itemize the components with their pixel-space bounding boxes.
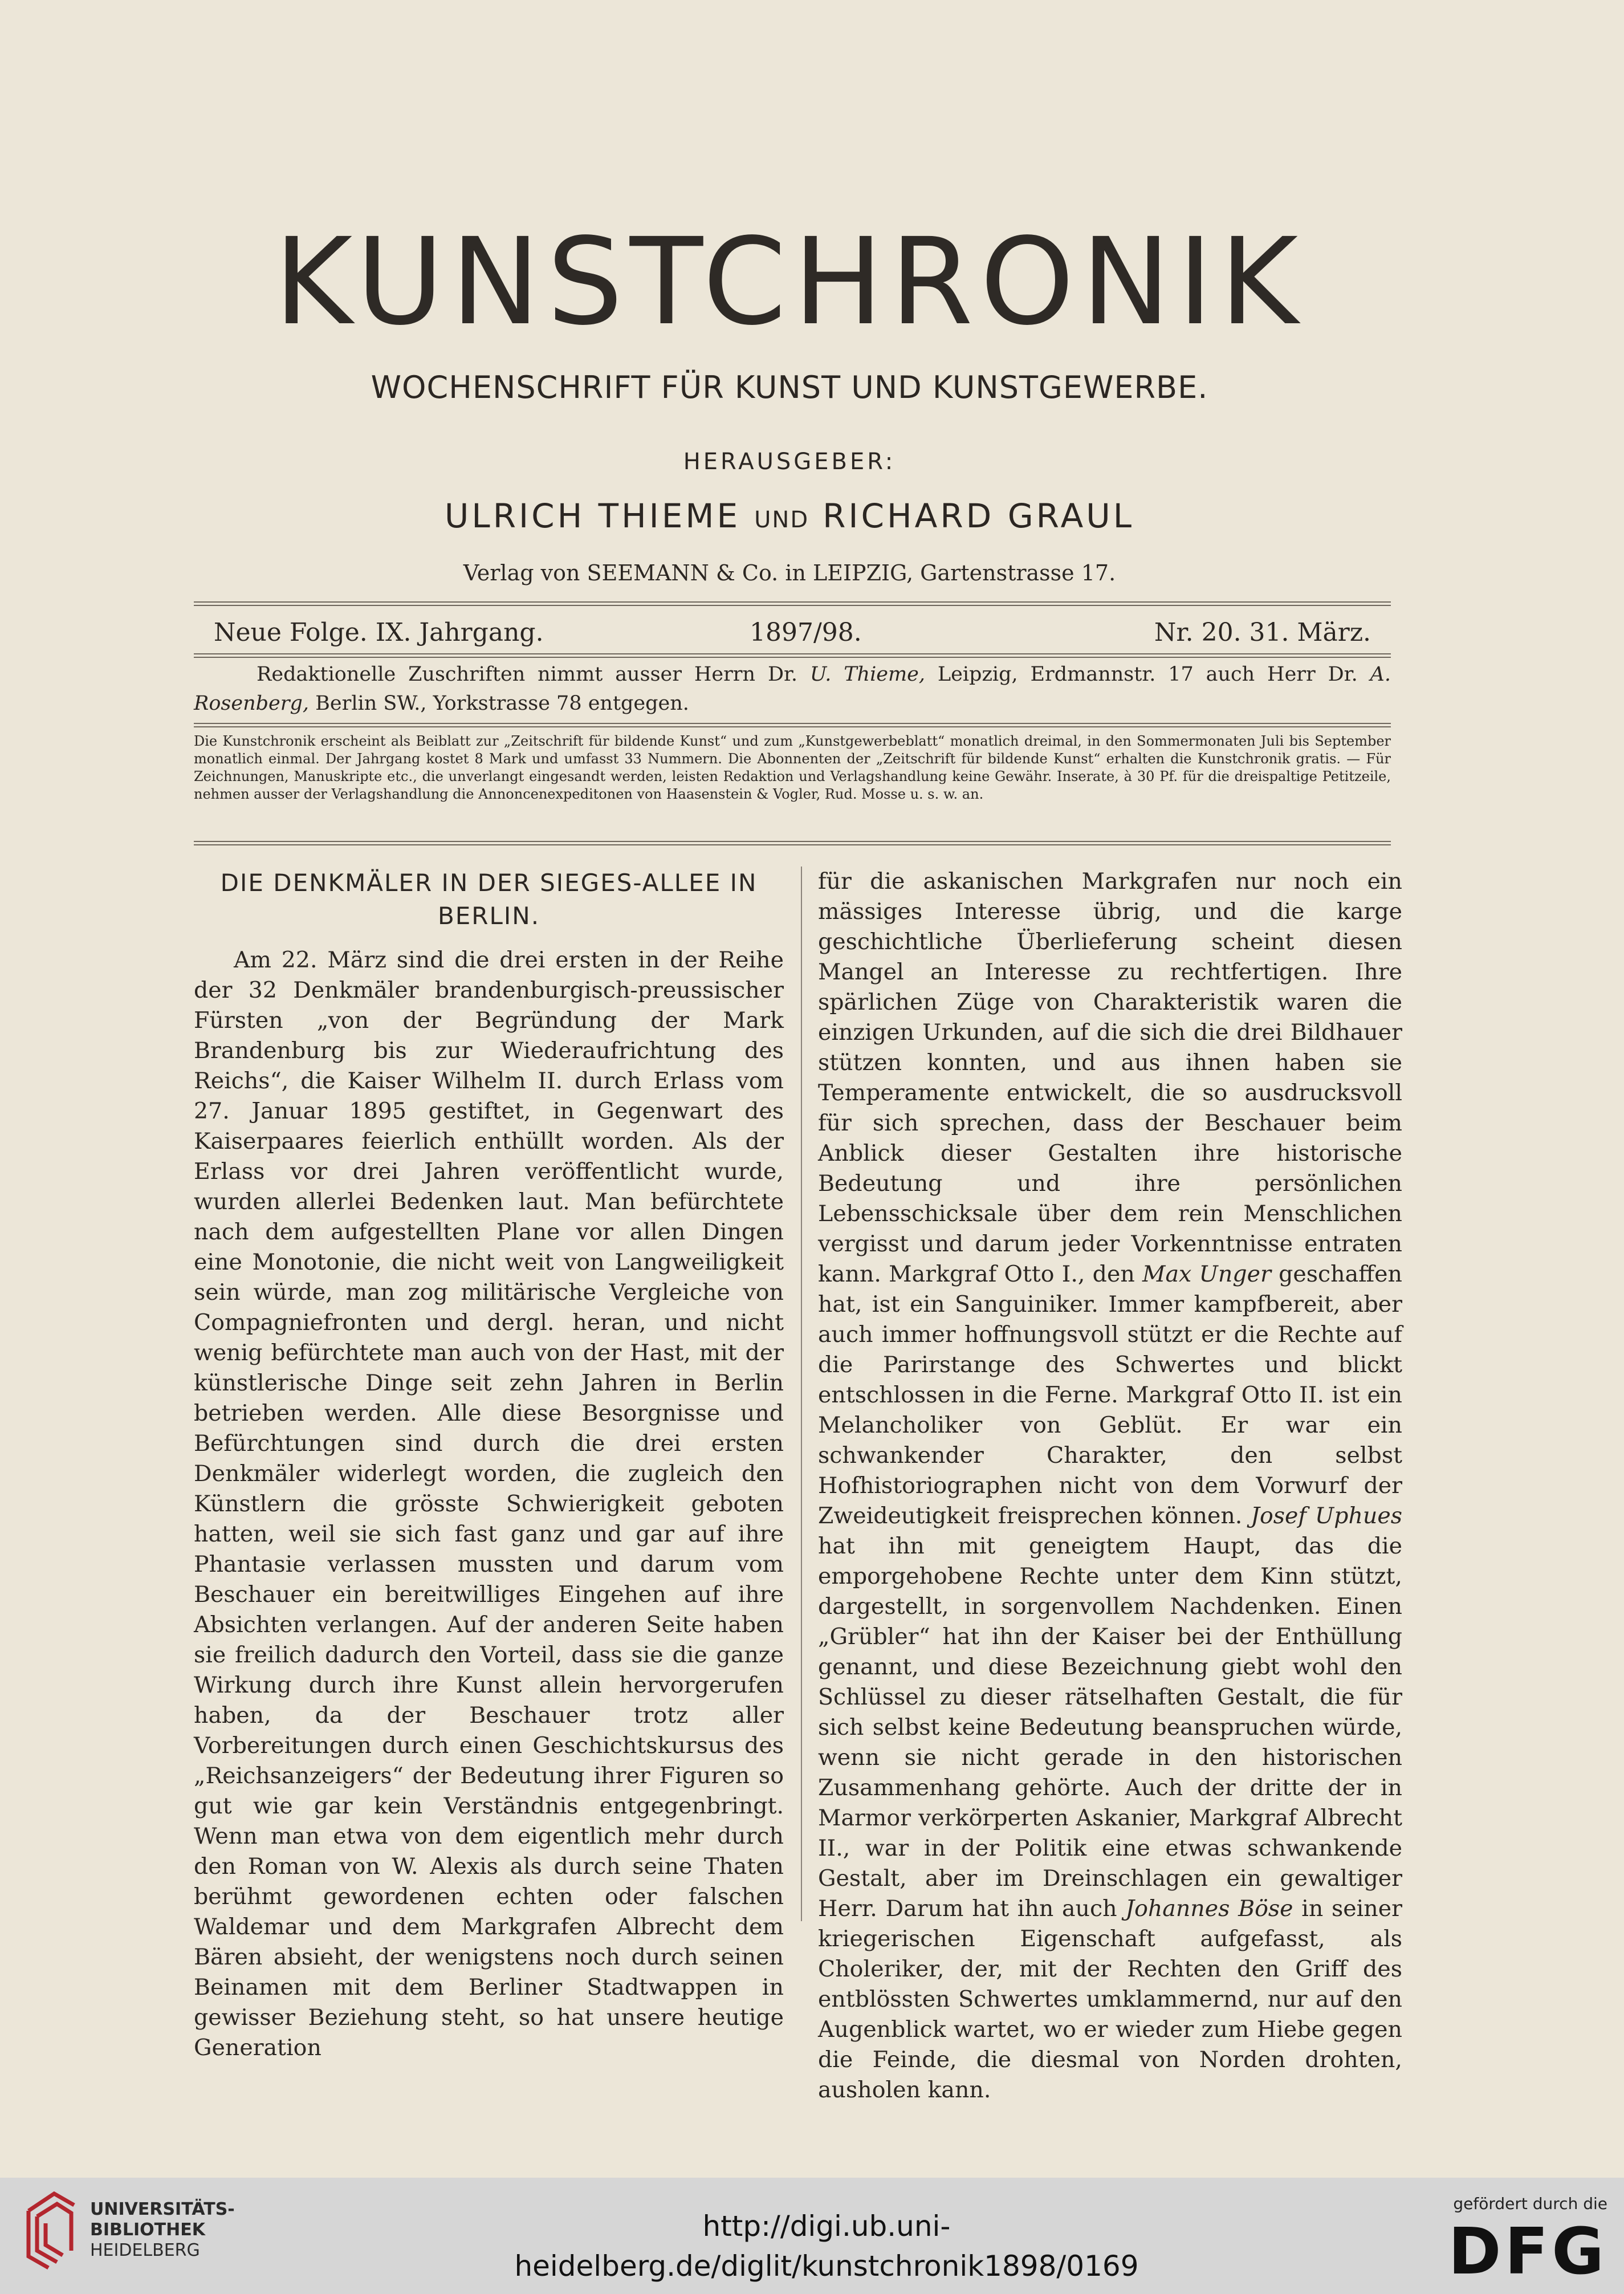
sculptor-name-boese: Johannes Böse: [1125, 1896, 1293, 1922]
sponsor-label: gefördert durch die: [1453, 2194, 1607, 2213]
editor-name-2: RICHARD GRAUL: [823, 497, 1135, 535]
issue-line: [214, 613, 1371, 653]
library-name-line-3: HEIDELBERG: [90, 2240, 200, 2260]
article-title: DIE DENKMÄLER IN DER SIEGES-ALLEE IN BERLIN.: [220, 869, 758, 930]
editors-label: HERAUSGEBER:: [683, 449, 896, 475]
ub-heidelberg-logo-icon[interactable]: [23, 2188, 80, 2273]
article-paragraph-1: Am 22. März sind die drei ersten in der Reihe der 32 Denkmäler brandenburgisch-preussischer Fürsten „von der Begründung der Mark Brandenburg bis zur Wiederaufrichtung des Reichs“, die Kaiser Wilhelm II. durch Erlass vom 27. Januar 1895 gestiftet, in Gegenwart des Kaiserpaares feierlich enthüllt worden. Als der Erlass vor drei Jahren veröffentlicht wurde, wurden allerlei Bedenken laut. Man befürchtete nach dem aufgestellten Plane vor allen Dingen eine Monotonie, die nicht weit von Langweiligkeit sein würde, man zog militärische Vergleiche von Compagniefronten und dergl. heran, und nicht wenig befürchtete man auch von der Hast, mit der künstlerische Dinge seit zehn Jahren in Berlin betrieben werden. Alle diese Besorgnisse und Befürchtungen sind durch die drei ersten Denkmäler widerlegt worden, die zugleich den Künstlern die grösste Schwierigkeit geboten hatten, weil sie sich fast ganz und gar auf ihre Phantasie verlassen mussten und darum vom Beschauer ein bereitwilliges Eingehen auf ihre Absichten verlangen. Auf der anderen Seite haben sie freilich dadurch den Vorteil, dass sie die ganze Wirkung durch ihre Kunst allein hervorgerufen haben, da der Beschauer trotz aller Vorbereitungen durch einen Geschichtskursus des „Reichsanzeigers“ der Bedeutung ihrer Figuren so gut wie gar kein Verständnis entgegenbringt. Wenn man etwa von dem eigentlich mehr durch den Roman von W. Alexis als durch seine Thaten berühmt gewordenen echten oder falschen Waldemar und dem Markgrafen Albrecht dem Bären absieht, der wenigstens noch durch seinen Beinamen mit dem Berliner Stadtwappen in gewisser Beziehung steht, so hat unsere heutige Generation: [194, 947, 784, 2061]
issue-number-date: Nr. 20. 31. März.: [1154, 618, 1371, 647]
article-paragraph-continued: [818, 867, 1402, 2105]
dfg-logo[interactable]: DFG: [1448, 2215, 1607, 2289]
rule-above-issue: [194, 601, 1391, 606]
article-text-1: für die askanischen Markgrafen nur noch ein mässiges Interesse übrig, und die karge geschichtliche Überlieferung scheint diesen Mangel an Interesse zu rechtfertigen. Ihre spärlichen Züge von Charakteristik waren die einzigen Urkunden, auf die sich die drei Bildhauer stützen konnten, und aus ihnen haben sie Temperamente entwickelt, die so ausdrucksvoll für sich sprechen, dass der Beschauer beim Anblick dieser Gestalten ihre historische Bedeutung und ihre persönlichen Lebensschicksale über dem rein Menschlichen vergisst und darum jeder Vorkenntnisse entraten kann. Markgraf Otto I., den: [818, 868, 1402, 1287]
editors-line: [194, 490, 1385, 546]
editorial-text-3: Berlin SW., Yorkstrasse 78 entgegen.: [309, 692, 689, 715]
article-column-right: [818, 867, 1402, 2105]
column-divider: [801, 867, 802, 1921]
masthead-subtitle: WOCHENSCHRIFT FÜR KUNST UND KUNSTGEWERBE.: [371, 369, 1208, 405]
sculptor-name-uphues: Josef Uphues: [1251, 1503, 1402, 1529]
editorial-text-2: Leipzig, Erdmannstr. 17 auch Herr Dr.: [925, 663, 1370, 686]
subscription-notice: Die Kunstchronik erscheint als Beiblatt zur „Zeitschrift für bildende Kunst“ und zum „Kunstgewerbeblatt“ monatlich dreimal, in den Sommermonaten Juli bis September monatlich einmal. Der Jahrgang kostet 8 Mark und umfasst 33 Nummern. Die Abonnenten der „Zeitschrift für bildende Kunst“ erhalten die Kunstchronik gratis. — Für Zeichnungen, Manuskripte etc., die unverlangt eingesandt werden, leisten Redaktion und Verlagshandlung keine Gewähr. Inserate, à 30 Pf. für die dreispaltige Petitzeile, nehmen ausser der Verlagshandlung die Annoncenexpeditonen von Haasenstein & Vogler, Rud. Mosse u. s. w. an.: [194, 733, 1391, 802]
permalink-url[interactable]: http://digi.ub.uni-heidelberg.de/diglit/kunstchronik1898/0169: [514, 2210, 1139, 2283]
library-name-line-1: UNIVERSITÄTS-: [90, 2199, 235, 2219]
library-name-line-2: BIBLIOTHEK: [90, 2220, 205, 2240]
publisher-line: Verlag von SEEMANN & Co. in LEIPZIG, Gartenstrasse 17.: [463, 560, 1116, 585]
rule-below-notice: [194, 841, 1391, 845]
sculptor-name-unger: Max Unger: [1142, 1261, 1271, 1287]
editor-joiner: UND: [754, 507, 809, 533]
article-text-4: in seiner kriegerischen Eigenschaft aufgefasst, als Choleriker, der, mit der Rechten den Griff des entblössten Schwertes umklammernd, nur auf den Augenblick wartet, wo er wieder zum Hiebe gegen die Feinde, die diesmal von Norden drohten, ausholen kann.: [818, 1896, 1402, 2103]
article-text-2: geschaffen hat, ist ein Sanguiniker. Immer kampfbereit, aber auch immer hoffnungsvoll stützt er die Rechte auf die Parirstange des Schwertes und blickt entschlossen in die Ferne. Markgraf Otto II. ist ein Melancholiker von Geblüt. Er war ein schwankender Charakter, den selbst Hofhistoriographen nicht von dem Vorwurf der Zweideutigkeit freisprechen können.: [818, 1261, 1402, 1529]
editor-name-1: ULRICH THIEME: [444, 497, 741, 535]
article-text-3: hat ihn mit geneigtem Haupt, das die emporgehobene Rechte unter dem Kinn stützt, dargestellt, in sorgenvollem Nachdenken. Einen „Grübler“ hat ihn der Kaiser bei der Enthüllung genannt, und diese Bezeichnung giebt wohl den Schlüssel zu dieser rätselhaften Gestalt, die für sich selbst keine Bedeutung beanspruchen würde, wenn sie nicht gerade in den historischen Zusammenhang gehörte. Auch der dritte der in Marmor verkörperten Askanier, Markgraf Albrecht II., war in der Politik eine etwas schwankende Gestalt, aber im Dreinschlagen ein gewaltiger Herr. Darum hat ihn auch: [818, 1533, 1402, 1922]
rule-above-notice: [194, 723, 1391, 727]
library-name[interactable]: [90, 2199, 261, 2261]
rule-below-issue: [194, 653, 1391, 658]
masthead-title: KUNSTCHRONIK: [274, 212, 1305, 352]
editor-name-thieme: U. Thieme,: [809, 663, 926, 686]
editorial-address: [194, 660, 1391, 718]
issue-year: 1897/98.: [750, 618, 862, 647]
issue-series: Neue Folge. IX. Jahrgang.: [214, 618, 544, 647]
editor-name-rosenberg: A. Rosenberg,: [194, 663, 1391, 715]
editorial-text-1: Redaktionelle Zuschriften nimmt ausser Herrn Dr.: [257, 663, 810, 686]
article-column-left: [194, 867, 784, 2063]
